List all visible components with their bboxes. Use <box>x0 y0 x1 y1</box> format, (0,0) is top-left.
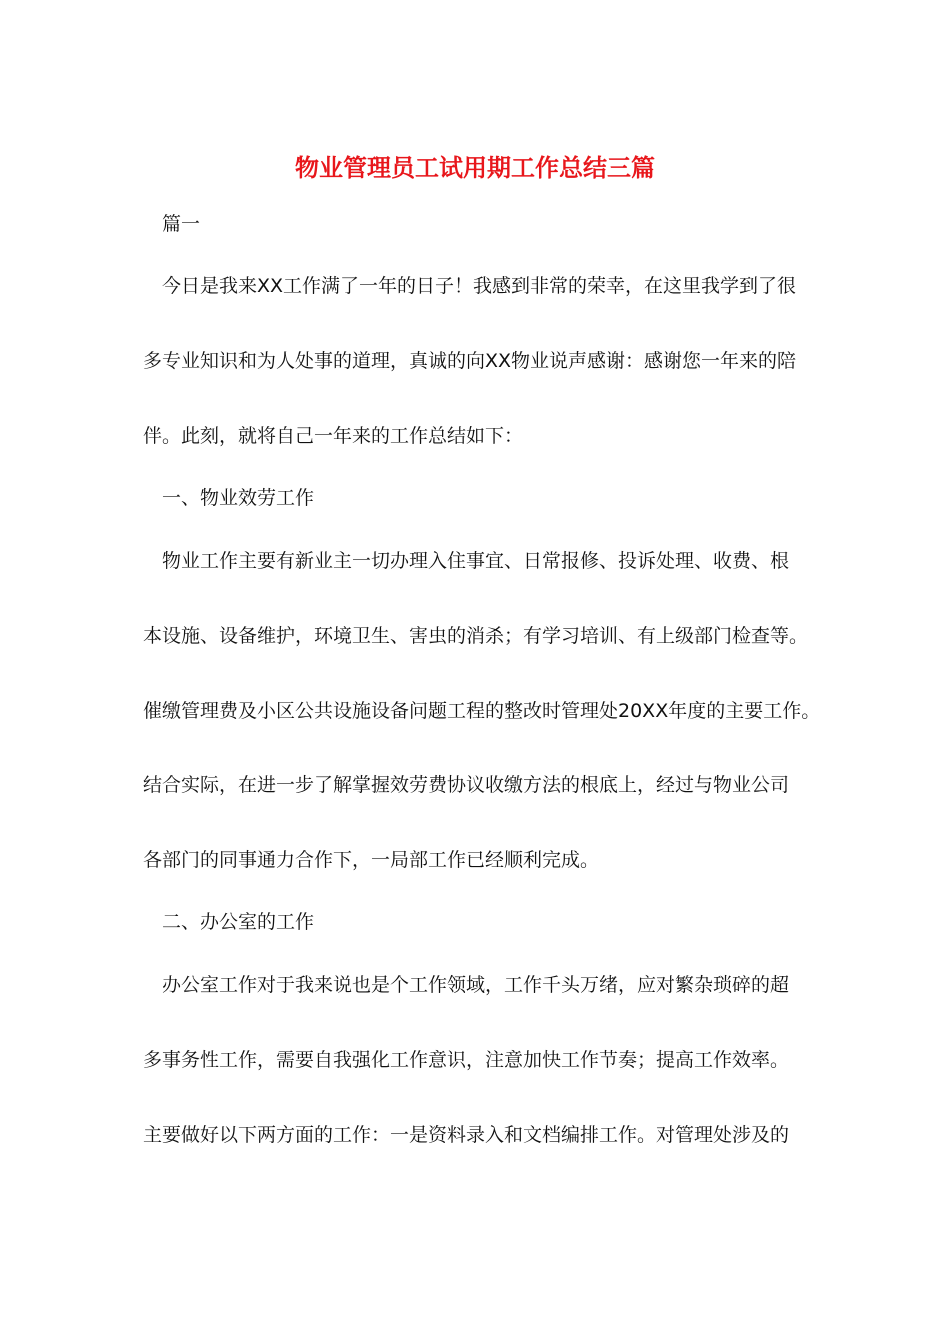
section-heading: 一、物业效劳工作 <box>162 487 315 509</box>
section-heading: 二、办公室的工作 <box>162 911 315 933</box>
body-line: 结合实际，在进一步了解掌握效劳费协议收缴方法的根底上，经过与物业公司 <box>143 774 790 796</box>
body-line: 主要做好以下两方面的工作：一是资料录入和文档编排工作。对管理处涉及的 <box>143 1124 790 1146</box>
body-line: 各部门的同事通力合作下，一局部工作已经顺利完成。 <box>143 849 600 871</box>
body-line: 办公室工作对于我来说也是个工作领域，工作千头万绪，应对繁杂琐碎的超 <box>162 974 790 996</box>
body-line: 催缴管理费及小区公共设施设备问题工程的整改时管理处20XX年度的主要工作。 <box>143 700 821 722</box>
body-line: 伴。此刻，就将自己一年来的工作总结如下： <box>143 425 524 447</box>
body-line: 今日是我来XX工作满了一年的日子！我感到非常的荣幸，在这里我学到了很 <box>162 275 797 297</box>
section-label: 篇一 <box>162 213 201 235</box>
body-line: 多事务性工作，需要自我强化工作意识，注意加快工作节奏；提高工作效率。 <box>143 1049 790 1071</box>
body-line: 多专业知识和为人处事的道理，真诚的向XX物业说声感谢：感谢您一年来的陪 <box>143 350 797 372</box>
body-line: 物业工作主要有新业主一切办理入住事宜、日常报修、投诉处理、收费、根 <box>162 550 790 572</box>
document-title: 物业管理员工试用期工作总结三篇 <box>295 153 655 182</box>
body-line: 本设施、设备维护，环境卫生、害虫的消杀；有学习培训、有上级部门检查等。 <box>143 625 809 647</box>
